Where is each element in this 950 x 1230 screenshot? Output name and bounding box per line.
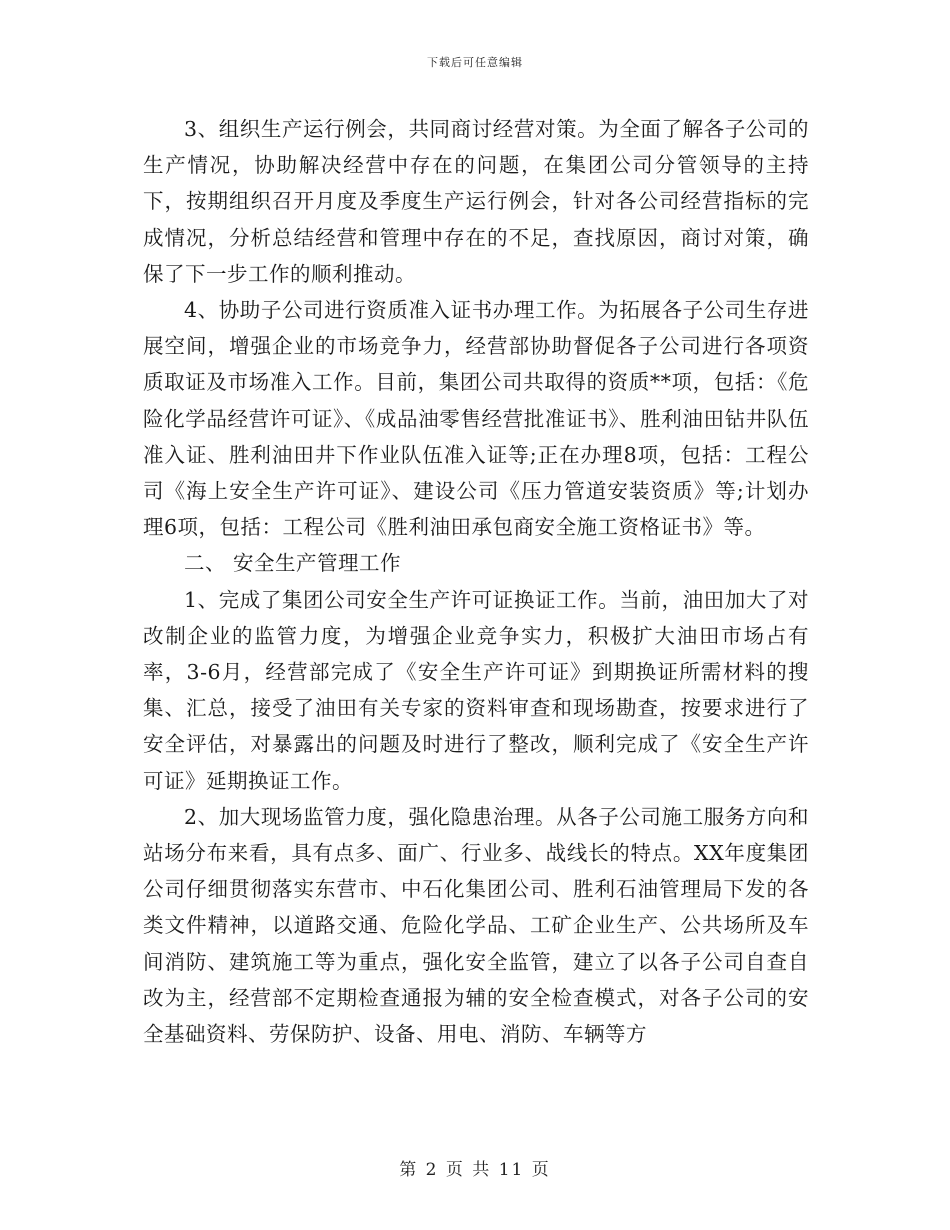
page-number: 第 2 页 共 11 页 xyxy=(399,1160,551,1180)
page-header: 下载后可任意编辑 xyxy=(427,56,523,69)
paragraph-safety-1: 1、完成了集团公司安全生产许可证换证工作。当前，油田加大了对改制企业的监管力度，为增强企业竞争实力，积极扩大油田市场占有率，3-6月，经营部完成了《安全生产许可证》到期换证所需材料的搜集、汇总，接受了油田有关专家的资料审查和现场勘查，按要求进行了安全评估，对暴露出的问题及时进行了整改，顺利完成了《安全生产许可证》延期换证工作。 xyxy=(143,587,809,793)
paragraph-item-3: 3、组织生产运行例会，共同商讨经营对策。为全面了解各子公司的生产情况，协助解决经营中存在的问题，在集团公司分管领导的主持下，按期组织召开月度及季度生产运行例会，针对各公司经营指标的完成情况，分析总结经营和管理中存在的不足，查找原因，商讨对策，确保了下一步工作的顺利推动。 xyxy=(143,117,809,286)
paragraph-item-4: 4、协助子公司进行资质准入证书办理工作。为拓展各子公司生存进展空间，增强企业的市场竞争力，经营部协助督促各子公司进行各项资质取证及市场准入工作。目前，集团公司共取得的资质**项，包括：《危险化学品经营许可证》、《成品油零售经营批准证书》、胜利油田钻井队伍准入证、胜利油田井下作业队伍准入证等;正在办理8项，包括：工程公司《海上安全生产许可证》、建设公司《压力管道安装资质》等;计划办理6项，包括：工程公司《胜利油田承包商安全施工资格证书》等。 xyxy=(143,298,809,540)
document-body xyxy=(143,111,809,1052)
paragraph-safety-2: 2、加大现场监管力度，强化隐患治理。从各子公司施工服务方向和站场分布来看，具有点多、面广、行业多、战线长的特点。XX年度集团公司仔细贯彻落实东营市、中石化集团公司、胜利石油管理局下发的各类文件精神，以道路交通、危险化学品、工矿企业生产、公共场所及车间消防、建筑施工等为重点，强化安全监管，建立了以各子公司自查自改为主，经营部不定期检查通报为辅的安全检查模式，对各子公司的安全基础资料、劳保防护、设备、用电、消防、车辆等方 xyxy=(143,804,809,1047)
section-heading-safety: 二、 安全生产管理工作 xyxy=(184,551,402,576)
